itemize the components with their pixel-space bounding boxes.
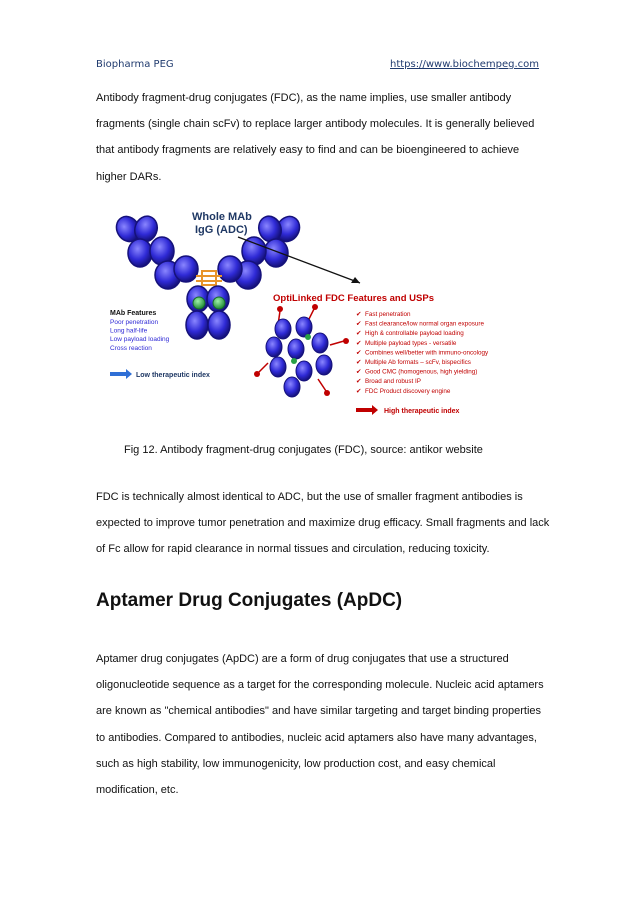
check-icon: ✔ bbox=[356, 368, 362, 376]
check-icon: ✔ bbox=[356, 339, 362, 347]
figure-caption: Fig 12. Antibody fragment-drug conjugates (FDC), source: antikor website bbox=[124, 444, 483, 456]
mab-features-list bbox=[110, 319, 170, 352]
figure-title-line2: IgG (ADC) bbox=[195, 224, 248, 236]
paragraph-fdc-intro: Antibody fragment-drug conjugates (FDC), as the name implies, use smaller antibody fragments (single chain scFv) to replace larger antibody molecules. It is generally believed that antibody fragments are relatively easy to find and can be bioengineered to achieve higher DARs. bbox=[96, 92, 535, 183]
paragraph-fdc-benefits: FDC is technically almost identical to ADC, but the use of smaller fragment antibodies is expected to improve tumor penetration and maximize drug efficacy. Small fragments and lack of Fc allow for rapid clearance in normal tissues and circulation, reducing toxicity. bbox=[96, 491, 550, 556]
check-icon: ✔ bbox=[356, 378, 362, 386]
low-index-arrow bbox=[110, 369, 132, 379]
mab-feature-item: Low payload loading bbox=[110, 336, 170, 344]
fdc-feature-item: Good CMC (homogenous, high yielding) bbox=[365, 368, 478, 376]
check-icon: ✔ bbox=[356, 320, 362, 328]
fdc-feature-item: FDC Product discovery engine bbox=[365, 387, 451, 395]
fdc-feature-item: Fast penetration bbox=[365, 311, 411, 318]
fdc-feature-item: Multiple payload types - versatile bbox=[365, 339, 457, 347]
page-header bbox=[96, 59, 539, 73]
high-index-label: High therapeutic index bbox=[384, 408, 460, 415]
check-icon: ✔ bbox=[356, 311, 362, 318]
figure-title-line1: Whole MAb bbox=[192, 211, 252, 223]
check-icon: ✔ bbox=[356, 330, 362, 338]
check-icon: ✔ bbox=[356, 349, 362, 357]
mab-features-title: MAb Features bbox=[110, 310, 157, 317]
fdc-fragment-cluster bbox=[254, 304, 349, 397]
fdc-features-list bbox=[356, 311, 489, 395]
header-brand: Biopharma PEG bbox=[96, 59, 174, 70]
fdc-feature-item: High & controllable payload loading bbox=[365, 330, 464, 338]
high-index-arrow bbox=[356, 405, 378, 415]
paragraph-apdc: Aptamer drug conjugates (ApDC) are a form of drug conjugates that use a structured oligonucleotide sequence as a target for the corresponding molecule. Nucleic acid aptamers are known as "chemical antibodies" and have similar targeting and target binding properties to antibodies. Compared to antibodies, nucleic acid aptamers also have many advantages, such as high stability, low immunogenicity, low production cost, and easy chemical modification, etc. bbox=[96, 653, 544, 797]
fdc-features-title: OptiLinked FDC Features and USPs bbox=[273, 293, 434, 304]
fdc-diagram-svg bbox=[108, 203, 526, 421]
header-url-link[interactable]: https://www.biochempeg.com bbox=[390, 59, 539, 70]
mab-feature-item: Poor penetration bbox=[110, 319, 159, 326]
low-index-label: Low therapeutic index bbox=[136, 372, 210, 379]
section-heading-apdc: Aptamer Drug Conjugates (ApDC) bbox=[96, 590, 403, 611]
check-icon: ✔ bbox=[356, 359, 362, 366]
check-icon: ✔ bbox=[356, 387, 362, 395]
mab-feature-item: Cross reaction bbox=[110, 344, 152, 352]
fdc-feature-item: Fast clearance/low normal organ exposure bbox=[365, 320, 485, 328]
mab-feature-item: Long half-life bbox=[110, 327, 148, 335]
figure-fdc-diagram bbox=[108, 203, 526, 421]
fdc-feature-item: Combines well/better with immuno-oncology bbox=[365, 349, 489, 357]
fdc-feature-item: Multiple Ab formats – scFv, bispecifics bbox=[365, 359, 471, 366]
fdc-feature-item: Broad and robust IP bbox=[365, 378, 422, 386]
